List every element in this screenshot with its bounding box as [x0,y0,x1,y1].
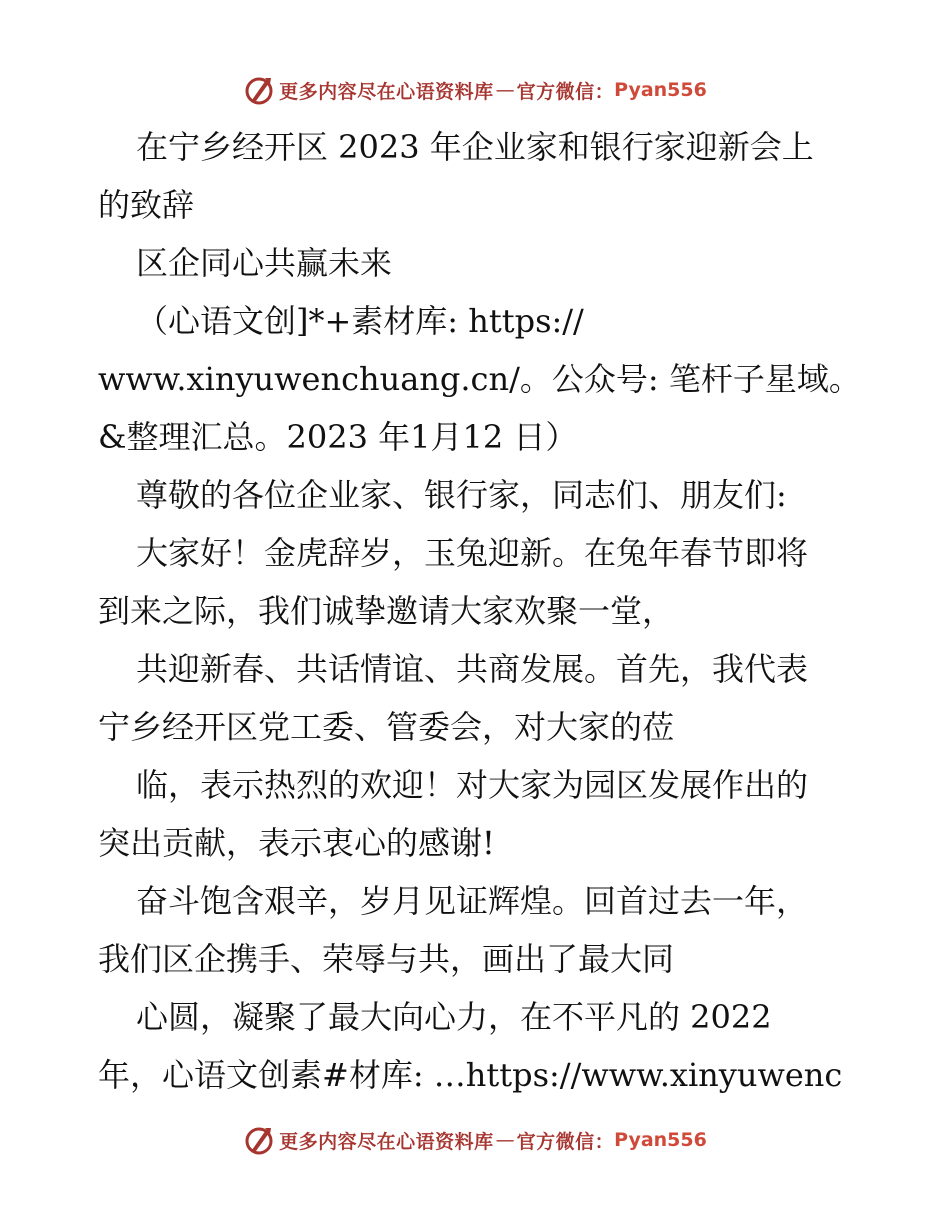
source-line-2: www.xinyuwenchuang.cn/。公众号: 笔杆子星域。 [98,360,861,398]
quill-logo-icon [243,1124,275,1156]
title-line-2: 的致辞 [98,186,195,224]
title-line-1: 在宁乡经开区 2023 年企业家和银行家迎新会上 [136,128,814,166]
quill-logo-icon [243,74,275,106]
greeting-line: 尊敬的各位企业家、银行家，同志们、朋友们: [136,476,787,514]
watermark-text: 更多内容尽在心语资料库 [279,80,494,103]
watermark-text: 更多内容尽在心语资料库 [279,1130,494,1153]
watermark-separator: — [495,1129,515,1151]
source-line-3: &整理汇总。2023 年1月12 日） [98,418,578,456]
subtitle-line: 区企同心共赢未来 [136,244,393,282]
watermark-separator: — [495,79,515,101]
paragraph-line: 我们区企携手、荣辱与共，画出了最大同 [98,940,675,978]
paragraph-line: 临，表示热烈的欢迎！对大家为园区发展作出的 [136,766,809,804]
paragraph-line: 奋斗饱含艰辛，岁月见证辉煌。回首过去一年， [136,882,809,920]
watermark-banner-top [0,70,950,110]
paragraph-line: 大家好！金虎辞岁，玉兔迎新。在兔年春节即将 [136,534,809,572]
watermark-account: 官方微信： [516,1130,615,1153]
watermark-id: Pyan556 [614,1129,707,1151]
paragraph-line: 共迎新春、共话情谊、共商发展。首先，我代表 [136,650,809,688]
paragraph-line: 突出贡献，表示衷心的感谢! [98,824,495,862]
paragraph-line: 到来之际，我们诚挚邀请大家欢聚一堂， [98,592,675,630]
paragraph-line: 年，心语文创素#材库: …https://www.xinyuwenc [98,1056,843,1094]
paragraph-line: 宁乡经开区党工委、管委会，对大家的莅 [98,708,675,746]
watermark-account: 官方微信： [516,80,615,103]
watermark-id: Pyan556 [614,79,707,101]
paragraph-line: 心圆，凝聚了最大向心力，在不平凡的 2022 [136,998,772,1036]
watermark-banner-bottom [0,1120,950,1160]
source-line-1: （心语文创]*+素材库: https:// [136,302,584,340]
